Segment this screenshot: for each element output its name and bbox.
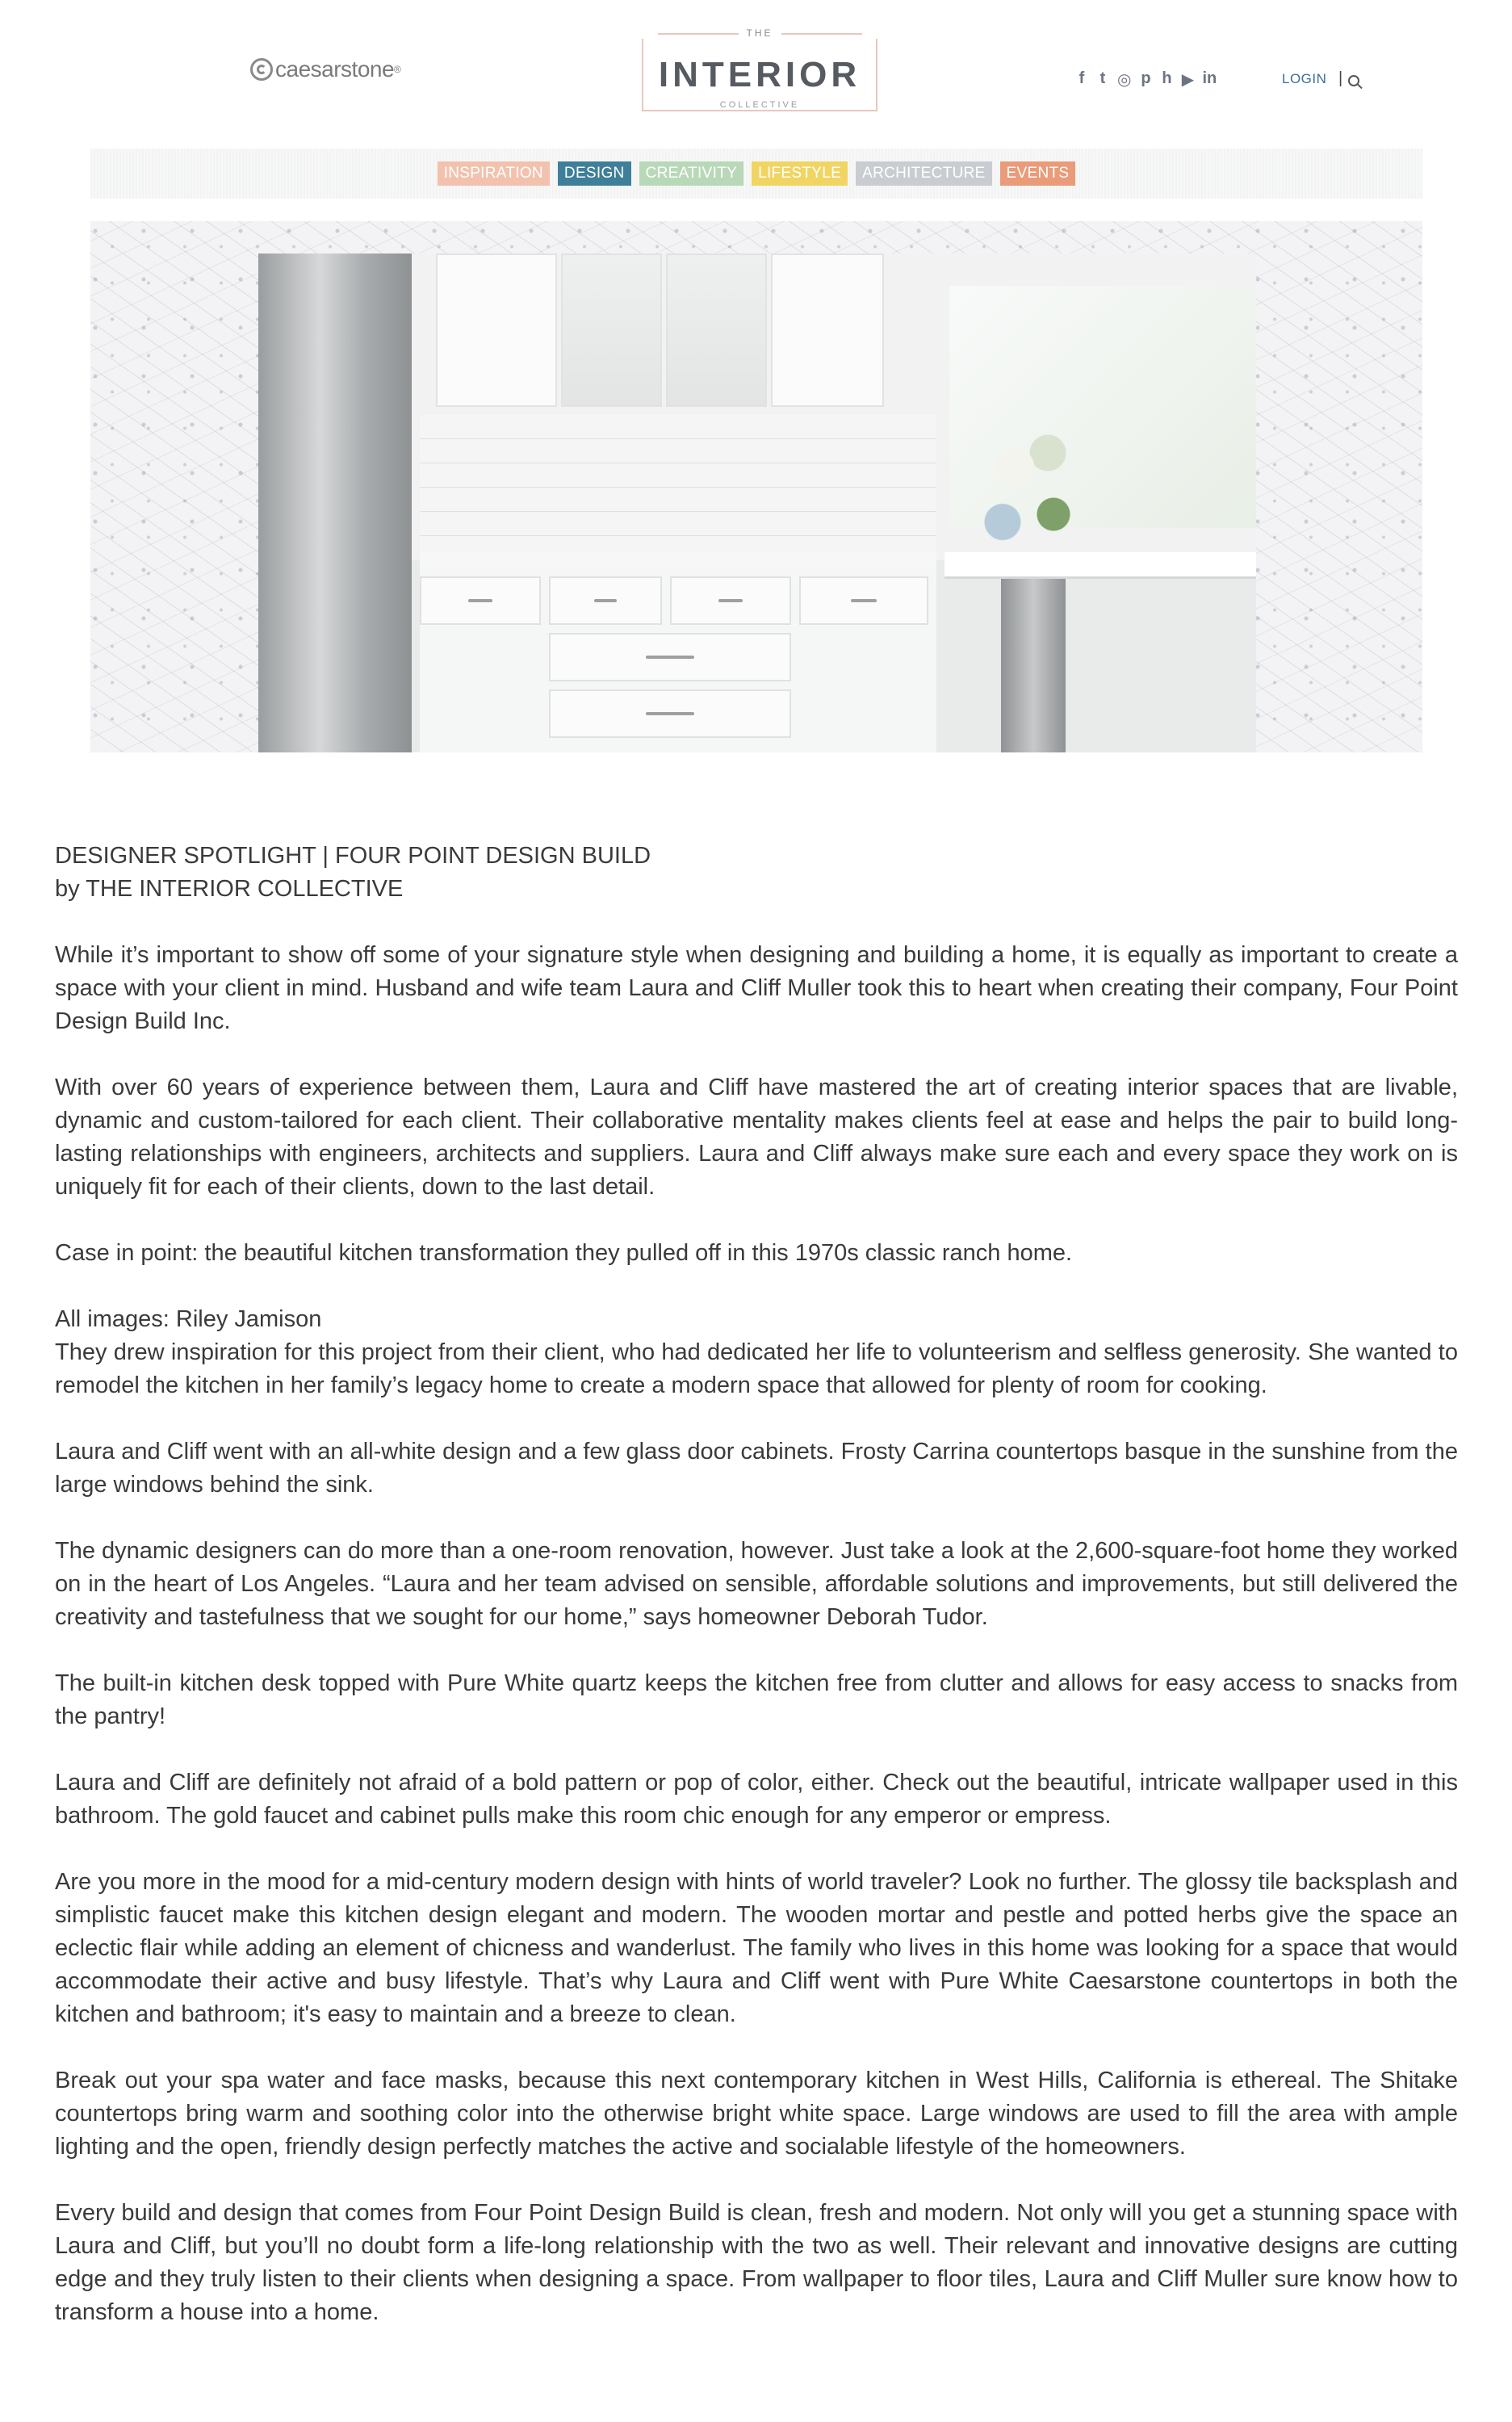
- article-paragraph: Laura and Cliff are definitely not afraid of a bold pattern or pop of color, either. Check out the beautiful, intricate wallpaper used in this bathroom. The gold faucet and cabinet pulls make this room chic enough for any emperor or empress.: [55, 1770, 1458, 1829]
- paragraph-gap: [55, 1038, 1458, 1071]
- article-byline: by THE INTERIOR COLLECTIVE: [55, 876, 404, 902]
- article-paragraph: With over 60 years of experience between them, Laura and Cliff have mastered the art of creating interior spaces that are livable, dynamic and custom-tailored for each client. Their collaborative mentality makes clients feel at ease and helps the pair to build long-lasting relationships with engineers, architects and suppliers. Laura and Cliff always make sure each and every space they work on is uniquely fit for each of their clients, down to the last detail.: [55, 1075, 1458, 1200]
- caesarstone-mark-icon: [250, 58, 273, 81]
- article-paragraph: Break out your spa water and face masks, because this next contemporary kitchen in West Hills, California is ethereal. The Shitake countertops bring warm and soothing color into the otherwise bright white space. Large windows are used to fill the area with ample lighting and the open, friendly design perfectly matches the active and socialable lifestyle of the homeowners.: [55, 2068, 1458, 2160]
- tab-architecture[interactable]: ARCHITECTURE: [856, 161, 991, 186]
- photo-drawer: [670, 576, 791, 625]
- tab-lifestyle[interactable]: LIFESTYLE: [752, 161, 848, 186]
- article-paragraph: Laura and Cliff went with an all-white design and a few glass door cabinets. Frosty Carrina countertops basque in the sunshine from the large windows behind the sink.: [55, 1439, 1458, 1498]
- paragraph-gap: [55, 1634, 1458, 1667]
- youtube-icon[interactable]: ▶: [1181, 71, 1195, 89]
- paragraph-gap: [55, 906, 1458, 939]
- caesarstone-wordmark: caesarstone: [275, 57, 395, 82]
- caesarstone-logo[interactable]: [250, 57, 400, 82]
- paragraph-gap: [55, 1204, 1458, 1237]
- tab-design[interactable]: DESIGN: [558, 161, 631, 186]
- paragraph-gap: [55, 1270, 1458, 1303]
- paragraph-gap: [55, 2164, 1458, 2197]
- linkedin-icon[interactable]: in: [1202, 69, 1217, 87]
- photo-lower-cabinets: [420, 568, 936, 752]
- article-paragraph: The dynamic designers can do more than a one-room renovation, however. Just take a look at the 2,600-square-foot home they worked on in the heart of Los Angeles. “Laura and her team advised on sensible, affordable solutions and improvements, but still delivered the creativity and tastefulness that we sought for our home,” says homeowner Deborah Tudor.: [55, 1538, 1458, 1630]
- paragraph-gap: [55, 2031, 1458, 2064]
- article-paragraph: They drew inspiration for this project from their client, who had dedicated her life to volunteerism and selfless generosity. She wanted to remodel the kitchen in her family’s legacy home to create a modern space that allowed for plenty of room for cooking.: [55, 1339, 1458, 1398]
- category-nav: [90, 149, 1422, 199]
- tab-inspiration[interactable]: INSPIRATION: [438, 161, 550, 186]
- photo-glass-cabinet: [666, 254, 767, 407]
- article-paragraph: Are you more in the mood for a mid-century modern design with hints of world traveler? Look no further. The glossy tile backsplash and simplistic faucet make this kitchen design elegant and modern. The wooden mortar and pestle and potted herbs give the space an eclectic flair while adding an element of chicness and wanderlust. The family who lives in this home was looking for a space that would accommodate their active and busy lifestyle. That’s why Laura and Cliff went with Pure White Caesarstone countertops in both the kitchen and bathroom; it's easy to maintain and a breeze to clean.: [55, 1869, 1458, 2027]
- logo-collective: COLLECTIVE: [719, 100, 800, 110]
- photo-cabinet: [436, 254, 557, 407]
- photo-drawer: [420, 576, 541, 625]
- article-body: [55, 840, 1458, 2329]
- social-links: [1075, 69, 1217, 90]
- hero-banner: [90, 221, 1422, 752]
- article-paragraph: While it’s important to show off some of your signature style when designing and building a home, it is equally as important to create a space with your client in mind. Husband and wife team Laura and Cliff Muller took this to heart when creating their company, Four Point Design Build Inc.: [55, 942, 1458, 1034]
- login-link[interactable]: LOGIN: [1282, 71, 1327, 86]
- instagram-icon[interactable]: ◎: [1117, 71, 1132, 89]
- kitchen-photo: [258, 254, 1256, 752]
- paragraph-gap: [55, 1833, 1458, 1866]
- photo-refrigerator: [258, 254, 412, 752]
- trademark-symbol: ®: [394, 64, 401, 75]
- interior-collective-logo[interactable]: [642, 27, 877, 111]
- photo-cabinet: [771, 254, 884, 407]
- logo-the: THE: [643, 27, 876, 39]
- houzz-icon[interactable]: h: [1162, 69, 1172, 87]
- article-title: DESIGNER SPOTLIGHT | FOUR POINT DESIGN BUILD: [55, 843, 651, 869]
- photo-flowers: [969, 407, 1082, 560]
- article-paragraph: Case in point: the beautiful kitchen transformation they pulled off in this 1970s classic ranch home.: [55, 1240, 1073, 1266]
- site-header: [0, 0, 1512, 145]
- photo-drawer: [549, 633, 791, 681]
- paragraph-gap: [55, 1402, 1458, 1435]
- tab-creativity[interactable]: CREATIVITY: [639, 161, 744, 186]
- search-icon[interactable]: [1348, 75, 1359, 86]
- photo-drawer: [549, 689, 791, 738]
- paragraph-gap: [55, 1502, 1458, 1535]
- article-paragraph: The built-in kitchen desk topped with Pure White quartz keeps the kitchen free from clutter and allows for easy access to snacks from the pantry!: [55, 1670, 1458, 1729]
- pinterest-icon[interactable]: p: [1141, 69, 1151, 87]
- photo-dishwasher: [1001, 579, 1066, 752]
- photo-drawer: [799, 576, 928, 625]
- photo-glass-cabinet: [561, 254, 662, 407]
- photo-drawer: [549, 576, 662, 625]
- logo-interior: INTERIOR: [658, 55, 861, 94]
- photo-backsplash: [420, 415, 936, 560]
- header-separator: |: [1338, 69, 1343, 87]
- article-paragraph: Every build and design that comes from Four Point Design Build is clean, fresh and modern. Not only will you get a stunning space with Laura and Cliff, but you’ll no doubt form a life-long relationship with the two as well. Their relevant and innovative designs are cutting edge and they truly listen to their clients when designing a space. From wallpaper to floor tiles, Laura and Cliff Muller sure know how to transform a house into a home.: [55, 2200, 1458, 2325]
- twitter-icon[interactable]: t: [1099, 69, 1106, 87]
- facebook-icon[interactable]: f: [1079, 69, 1085, 87]
- tab-events[interactable]: EVENTS: [1000, 161, 1076, 186]
- image-credit: All images: Riley Jamison: [55, 1306, 322, 1332]
- paragraph-gap: [55, 1733, 1458, 1766]
